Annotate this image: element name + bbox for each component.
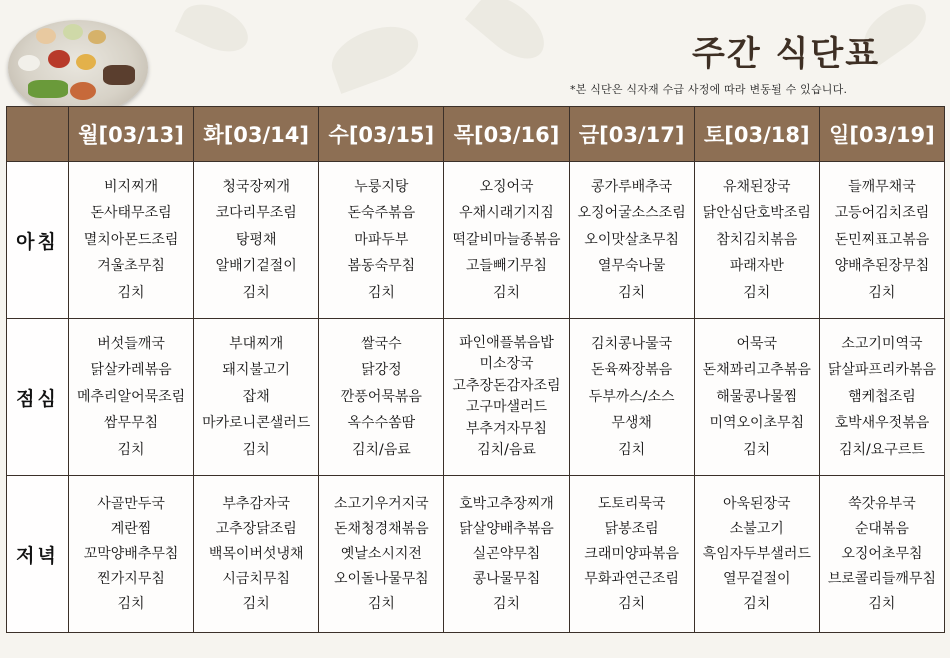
meal-row — [7, 162, 945, 319]
menu-item: 옛날소시지전 — [340, 545, 422, 562]
menu-item: 김치/음료 — [351, 441, 411, 458]
meal-row — [7, 319, 945, 476]
menu-item: 계란찜 — [110, 520, 152, 537]
menu-item: 김치 — [618, 284, 646, 301]
menu-item: 버섯들깨국 — [97, 335, 165, 352]
menu-item: 돈채꽈리고추볶음 — [702, 362, 811, 379]
menu-cell — [819, 162, 944, 319]
menu-item-list — [570, 492, 694, 617]
dish-icon — [103, 65, 135, 85]
menu-cell — [694, 476, 819, 633]
menu-item: 고추장닭조림 — [215, 520, 297, 537]
menu-item-list — [69, 331, 193, 464]
menu-item: 호박새우젓볶음 — [834, 415, 930, 432]
menu-item: 우채시래기지짐 — [459, 205, 554, 222]
menu-cell — [319, 476, 444, 633]
menu-item: 돈숙주볶음 — [347, 205, 416, 222]
menu-item-list — [194, 331, 318, 464]
menu-item-list — [695, 331, 819, 464]
menu-item: 오이돌나물무침 — [334, 570, 429, 587]
menu-item-list — [194, 492, 318, 617]
menu-item: 김치 — [367, 284, 395, 301]
menu-item: 김치/음료 — [477, 442, 536, 458]
menu-item: 김치콩나물국 — [591, 335, 673, 352]
menu-notice: *본 식단은 식자재 수급 사정에 따라 변동될 수 있습니다. — [570, 83, 848, 96]
day-header-sun: 일[03/19] — [819, 107, 944, 162]
menu-item: 소고기우거지국 — [334, 495, 429, 512]
menu-item: 오이맛살초무침 — [584, 231, 679, 248]
menu-item: 김치 — [367, 595, 395, 612]
header-corner — [7, 107, 69, 162]
menu-item: 쌈무무침 — [104, 415, 159, 432]
menu-item: 누룽지탕 — [354, 178, 409, 195]
dish-icon — [28, 80, 68, 98]
menu-item: 크래미양파볶음 — [584, 545, 679, 562]
menu-item-list — [570, 174, 694, 307]
menu-item: 마카로니콘샐러드 — [202, 415, 311, 432]
menu-item-list — [820, 331, 944, 464]
menu-item: 찐가지무침 — [97, 570, 165, 587]
menu-item: 잡채 — [242, 388, 270, 405]
menu-cell — [819, 319, 944, 476]
meal-label: 점심 — [7, 319, 69, 476]
dish-icon — [88, 30, 106, 44]
menu-item: 옥수수쏨땀 — [347, 415, 416, 432]
menu-item: 닭살양배추볶음 — [459, 520, 554, 537]
menu-item: 김치 — [868, 284, 896, 301]
menu-item-list — [444, 333, 568, 462]
menu-item: 무생채 — [611, 415, 652, 432]
menu-item: 김치 — [618, 441, 646, 458]
meal-label: 아침 — [7, 162, 69, 319]
menu-item: 백목이버섯냉채 — [208, 545, 304, 562]
menu-cell — [694, 162, 819, 319]
menu-item-list — [319, 174, 443, 307]
menu-item: 닭강정 — [361, 362, 402, 379]
menu-item: 닭안심단호박조림 — [702, 205, 811, 222]
menu-cell — [69, 319, 194, 476]
menu-item: 김치/요구르트 — [838, 441, 925, 458]
menu-item-list — [820, 492, 944, 617]
menu-cell — [194, 162, 319, 319]
menu-item: 부추겨자무침 — [465, 420, 548, 437]
menu-item: 아욱된장국 — [722, 495, 791, 512]
day-header-fri: 금[03/17] — [569, 107, 694, 162]
dish-icon — [36, 28, 56, 44]
menu-item: 유채된장국 — [722, 178, 791, 195]
dish-icon — [18, 55, 40, 71]
menu-item: 닭봉조림 — [604, 520, 659, 537]
menu-item: 김치 — [743, 284, 771, 301]
menu-cell — [319, 319, 444, 476]
meal-row — [7, 476, 945, 633]
menu-item: 김치 — [492, 595, 521, 612]
menu-item: 깐풍어묵볶음 — [340, 388, 422, 405]
menu-item: 순대볶음 — [854, 520, 909, 537]
menu-item: 실곤약무침 — [472, 545, 541, 562]
menu-item: 고구마샐러드 — [465, 399, 548, 415]
menu-item: 메추리알어묵조림 — [76, 388, 186, 405]
menu-item: 들깨무채국 — [848, 178, 916, 195]
menu-item: 오징어국 — [479, 178, 534, 195]
menu-item-list — [69, 492, 193, 617]
menu-item: 파인애플볶음밥 — [459, 334, 554, 351]
menu-item: 김치 — [242, 441, 270, 458]
menu-item-list — [319, 331, 443, 464]
menu-item: 김치 — [868, 595, 896, 612]
menu-item: 소불고기 — [729, 520, 784, 537]
menu-item: 떡갈비마늘종볶음 — [452, 231, 561, 248]
day-header-row — [7, 107, 945, 162]
menu-item: 돼지불고기 — [222, 362, 291, 379]
menu-item: 시금치무침 — [222, 570, 291, 587]
menu-item: 콩가루배추국 — [591, 178, 673, 195]
menu-item: 어묵국 — [736, 335, 778, 352]
menu-cell — [694, 319, 819, 476]
menu-item: 도토리묵국 — [597, 495, 666, 512]
menu-item: 김치 — [242, 595, 270, 612]
menu-cell — [69, 162, 194, 319]
menu-item: 사골만두국 — [97, 495, 165, 512]
menu-item: 열무숙나물 — [597, 258, 666, 275]
menu-item: 고들빼기무침 — [465, 258, 548, 275]
menu-item: 부대찌개 — [229, 335, 284, 352]
menu-item: 김치 — [242, 284, 270, 301]
menu-item: 멸치아몬드조림 — [83, 231, 179, 248]
menu-item: 김치 — [117, 595, 145, 612]
menu-cell — [819, 476, 944, 633]
menu-item: 파래자반 — [729, 258, 784, 275]
menu-item-list — [820, 174, 944, 307]
menu-cell — [569, 319, 694, 476]
menu-item: 김치 — [492, 284, 521, 301]
menu-item: 닭살파프리카볶음 — [827, 362, 937, 379]
menu-item: 열무겉절이 — [722, 570, 791, 587]
menu-item: 브로콜리들깨무침 — [827, 570, 937, 587]
menu-cell — [319, 162, 444, 319]
menu-item: 미역오이초무침 — [709, 415, 805, 432]
menu-item: 쌀국수 — [361, 335, 402, 352]
dish-icon — [70, 82, 96, 100]
day-header-wed: 수[03/15] — [319, 107, 444, 162]
menu-item-list — [444, 174, 568, 307]
menu-cell — [194, 319, 319, 476]
menu-item: 김치 — [618, 595, 646, 612]
menu-item-list — [695, 174, 819, 307]
menu-item: 오징어굴소스조림 — [577, 205, 686, 222]
menu-item: 부추감자국 — [222, 495, 291, 512]
menu-body — [7, 162, 945, 633]
background-leaf — [175, 0, 255, 61]
dish-icon — [63, 24, 83, 40]
menu-item: 소고기미역국 — [841, 335, 923, 352]
menu-cell — [444, 476, 569, 633]
menu-cell — [69, 476, 194, 633]
day-header-mon: 월[03/13] — [69, 107, 194, 162]
background-leaf — [324, 16, 426, 94]
menu-item: 청국장찌개 — [222, 178, 291, 195]
menu-item: 돈사태무조림 — [90, 205, 172, 222]
menu-cell — [444, 319, 569, 476]
dish-icon — [48, 50, 70, 68]
background-leaf — [465, 0, 555, 70]
menu-cell — [569, 162, 694, 319]
menu-item: 쑥갓유부국 — [848, 495, 916, 512]
menu-item: 마파두부 — [354, 231, 409, 248]
menu-item: 참치김치볶음 — [716, 231, 798, 248]
menu-item-list — [319, 492, 443, 617]
menu-cell — [194, 476, 319, 633]
menu-item: 두부까스/소스 — [588, 388, 675, 405]
menu-item: 코다리무조림 — [215, 205, 297, 222]
menu-item-list — [444, 492, 568, 617]
page-title: 주간 식단표 — [692, 34, 881, 74]
menu-item: 오징어초무침 — [841, 545, 923, 562]
menu-item: 햄케첩조림 — [848, 388, 916, 405]
menu-item: 김치 — [743, 441, 771, 458]
menu-item: 고등어김치조림 — [834, 205, 930, 222]
meal-label: 저녁 — [7, 476, 69, 633]
day-header-tue: 화[03/14] — [194, 107, 319, 162]
menu-item: 비지찌개 — [104, 178, 159, 195]
food-tray-illustration — [8, 20, 148, 115]
menu-item: 닭살카레볶음 — [90, 362, 172, 379]
menu-cell — [569, 476, 694, 633]
menu-item: 꼬막양배추무침 — [83, 545, 179, 562]
menu-item: 김치 — [743, 595, 771, 612]
menu-item: 돈채청경채볶음 — [334, 520, 429, 537]
menu-item-list — [69, 174, 193, 307]
menu-item-list — [695, 492, 819, 617]
menu-item: 봄동숙무침 — [347, 258, 416, 275]
dish-icon — [76, 54, 96, 70]
menu-item: 고추장돈감자조림 — [452, 377, 561, 394]
menu-item-list — [194, 174, 318, 307]
day-header-thu: 목[03/16] — [444, 107, 569, 162]
menu-item: 흑임자두부샐러드 — [702, 545, 811, 562]
menu-item: 김치 — [117, 441, 145, 458]
menu-item: 무화과연근조림 — [584, 570, 679, 587]
menu-item: 미소장국 — [479, 356, 534, 372]
menu-item: 김치 — [117, 284, 145, 301]
weekly-menu-table — [6, 106, 945, 633]
menu-item: 호박고추장찌개 — [459, 495, 554, 512]
menu-item: 알배기겉절이 — [215, 258, 297, 275]
menu-item: 탕평채 — [235, 231, 277, 248]
day-header-sat: 토[03/18] — [694, 107, 819, 162]
menu-item: 양배추된장무침 — [834, 258, 930, 275]
menu-item-list — [570, 331, 694, 464]
menu-cell — [444, 162, 569, 319]
menu-item: 돈민찌표고볶음 — [834, 231, 930, 248]
menu-item: 해물콩나물찜 — [716, 388, 798, 405]
menu-item: 콩나물무침 — [472, 570, 541, 587]
menu-item: 겨울초무침 — [97, 258, 165, 275]
menu-item: 돈육짜장볶음 — [591, 362, 673, 379]
